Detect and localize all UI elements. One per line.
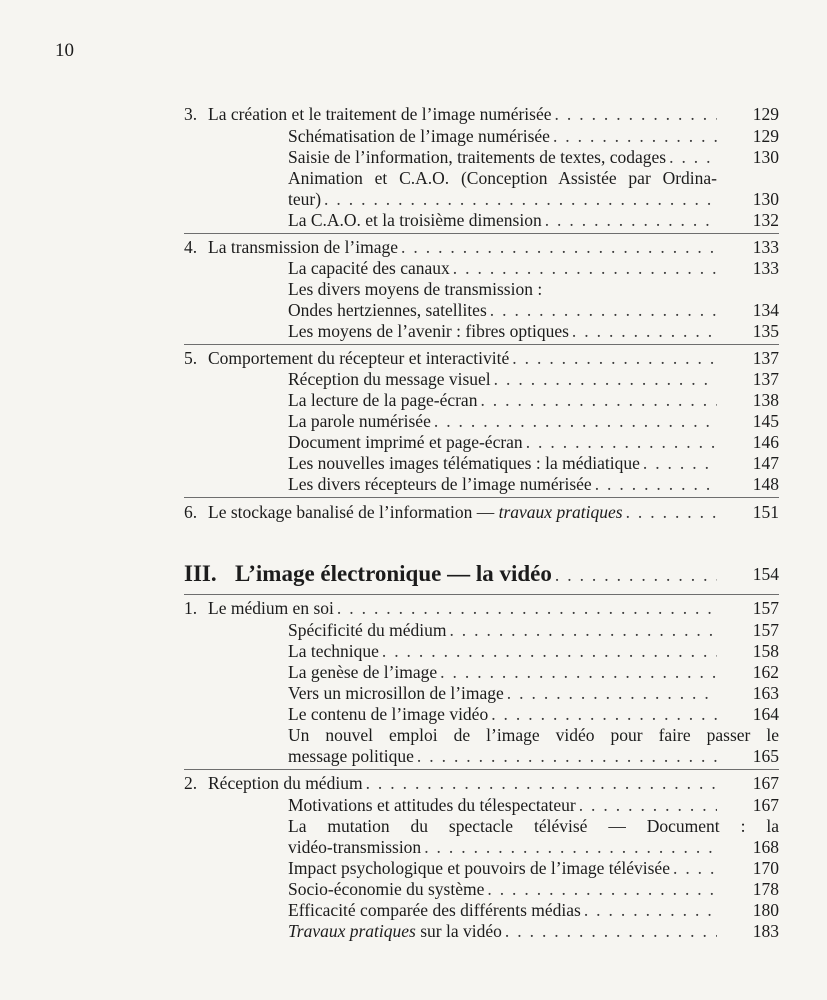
page-ref: 178: [752, 879, 779, 899]
toc-entry: [0, 745, 827, 767]
entry-title: Motivations et attitudes du télespectateur: [288, 795, 576, 815]
page-ref: 158: [752, 641, 779, 661]
toc-entry: [0, 278, 827, 300]
page-ref: 154: [752, 564, 779, 584]
page-ref: 157: [752, 620, 779, 640]
dot-leader: [512, 347, 717, 369]
entry-title: La capacité des canaux: [288, 258, 450, 278]
toc-entry: [0, 661, 827, 683]
entry-title: Document imprimé et page-écran: [288, 432, 523, 452]
toc-entry: [0, 299, 827, 321]
page-ref: 130: [752, 147, 779, 167]
entry-title: Ondes hertziennes, satellites: [288, 300, 487, 320]
entry-title: Réception du message visuel: [288, 369, 491, 389]
section-title-text: Le stockage banalisé de l’information —: [208, 502, 499, 522]
dot-leader: [595, 473, 717, 495]
section-title: La création et le traitement de l’image numérisée: [208, 104, 552, 124]
dot-leader: [337, 597, 717, 619]
page-ref: 145: [752, 411, 779, 431]
page-ref: 148: [752, 474, 779, 494]
page-ref: 163: [752, 683, 779, 703]
dot-leader: [553, 125, 717, 147]
toc-entry: [0, 920, 827, 942]
section-number: 5.: [184, 348, 198, 368]
section-divider: [184, 497, 779, 498]
entry-title: La technique: [288, 641, 379, 661]
entry-title: Impact psychologique et pouvoirs de l’image télévisée: [288, 858, 670, 878]
dot-leader: [673, 857, 717, 879]
dot-leader: [626, 501, 717, 523]
dot-leader: [382, 640, 717, 662]
section-divider: [184, 344, 779, 345]
toc-entry: [0, 320, 827, 342]
page-ref: 167: [752, 795, 779, 815]
toc-entry: [0, 857, 827, 879]
page-ref: 151: [752, 502, 779, 522]
entry-title-text: sur la vidéo: [415, 921, 502, 941]
dot-leader: [505, 920, 717, 942]
dot-leader: [324, 188, 717, 210]
entry-title: teur): [288, 189, 322, 209]
section-number: 4.: [184, 237, 198, 257]
page-ref: 132: [752, 210, 779, 230]
dot-leader: [526, 431, 717, 453]
dot-leader: [434, 410, 717, 432]
dot-leader: [669, 146, 717, 168]
section-divider: [184, 233, 779, 234]
entry-title: vidéo-transmission: [288, 837, 422, 857]
page-number: 10: [55, 40, 74, 61]
section-number: 2.: [184, 773, 198, 793]
toc-entry: [0, 167, 827, 189]
toc-entry: [0, 703, 827, 725]
entry-title: La C.A.O. et la troisième dimension: [288, 210, 542, 230]
entry-title: La mutation du spectacle télévisé — Document : la: [288, 816, 779, 836]
dot-leader: [507, 682, 717, 704]
toc-entry: [0, 209, 827, 231]
dot-leader: [487, 878, 717, 900]
page-ref: 135: [752, 321, 779, 341]
dot-leader: [424, 836, 717, 858]
entry-title: Les nouvelles images télématiques : la médiatique: [288, 453, 640, 473]
toc-entry: [0, 146, 827, 168]
dot-leader: [366, 772, 717, 794]
page-ref: 133: [752, 237, 779, 257]
page-ref: 129: [752, 104, 779, 124]
page-ref: 165: [752, 746, 779, 766]
entry-title: La lecture de la page-écran: [288, 390, 478, 410]
section-number: 1.: [184, 598, 198, 618]
dot-leader: [643, 452, 717, 474]
toc-entry: [0, 815, 827, 837]
toc-section-6: [0, 501, 827, 523]
toc-entry: [0, 640, 827, 662]
toc-entry: [0, 473, 827, 495]
toc-entry: [0, 878, 827, 900]
dot-leader: [555, 560, 717, 589]
page-ref: 129: [752, 126, 779, 146]
toc-section-1: [0, 597, 827, 619]
entry-title: Les divers moyens de transmission :: [288, 279, 543, 299]
section-title: Le médium en soi: [208, 598, 334, 618]
page-ref: 146: [752, 432, 779, 452]
toc-section-4: [0, 236, 827, 258]
toc-entry: [0, 724, 827, 746]
toc-section-2: [0, 772, 827, 794]
dot-leader: [453, 257, 717, 279]
page-ref: 157: [752, 598, 779, 618]
section-number: 3.: [184, 104, 198, 124]
dot-leader: [584, 899, 717, 921]
entry-title: Spécificité du médium: [288, 620, 447, 640]
page-ref: 147: [752, 453, 779, 473]
toc-entry: [0, 257, 827, 279]
toc-entry: [0, 899, 827, 921]
page-ref: 137: [752, 369, 779, 389]
dot-leader: [545, 209, 717, 231]
entry-title-italic: Travaux pratiques: [288, 921, 416, 941]
dot-leader: [579, 794, 717, 816]
entry-title: Schématisation de l’image numérisée: [288, 126, 550, 146]
section-divider: [184, 769, 779, 770]
page-ref: 183: [752, 921, 779, 941]
toc-entry: [0, 125, 827, 147]
dot-leader: [572, 320, 717, 342]
entry-title: Un nouvel emploi de l’image vidéo pour faire passer le: [288, 725, 779, 745]
entry-title: [288, 920, 502, 942]
section-title-italic: travaux pratiques: [498, 502, 623, 522]
entry-title: Saisie de l’information, traitements de textes, codages: [288, 147, 667, 167]
section-title: La transmission de l’image: [208, 237, 399, 257]
toc-entry: [0, 368, 827, 390]
section-title: [208, 501, 623, 523]
toc-section-5: [0, 347, 827, 369]
toc-entry: [0, 431, 827, 453]
toc-entry: [0, 389, 827, 411]
chapter-title: L’image électronique — la vidéo: [235, 561, 552, 586]
dot-leader: [417, 745, 717, 767]
dot-leader: [480, 389, 717, 411]
page-ref: 164: [752, 704, 779, 724]
toc-entry: [0, 452, 827, 474]
section-title: Comportement du récepteur et interactivité: [208, 348, 510, 368]
toc-chapter-3: [0, 559, 827, 589]
page-ref: 134: [752, 300, 779, 320]
entry-title: La parole numérisée: [288, 411, 431, 431]
toc-entry: [0, 794, 827, 816]
entry-title: Les divers récepteurs de l’image numérisée: [288, 474, 592, 494]
page-ref: 162: [752, 662, 779, 682]
dot-leader: [490, 299, 717, 321]
page-ref: 138: [752, 390, 779, 410]
page-ref: 133: [752, 258, 779, 278]
section-title: Réception du médium: [208, 773, 363, 793]
entry-title: Socio-économie du système: [288, 879, 485, 899]
dot-leader: [449, 619, 717, 641]
section-number: 6.: [184, 502, 198, 522]
toc-section-3: [0, 103, 827, 125]
dot-leader: [494, 368, 717, 390]
dot-leader: [555, 103, 717, 125]
entry-title: Animation et C.A.O. (Conception Assistée par Ordina-: [288, 168, 717, 188]
page-ref: 137: [752, 348, 779, 368]
toc-entry: [0, 188, 827, 210]
entry-title: Efficacité comparée des différents médias: [288, 900, 581, 920]
entry-title: Les moyens de l’avenir : fibres optiques: [288, 321, 569, 341]
toc-entry: [0, 836, 827, 858]
page-ref: 180: [752, 900, 779, 920]
toc-entry: [0, 619, 827, 641]
entry-title: Le contenu de l’image vidéo: [288, 704, 489, 724]
toc-entry: [0, 410, 827, 432]
page-ref: 168: [752, 837, 779, 857]
chapter-number: III.: [184, 561, 217, 586]
page-ref: 167: [752, 773, 779, 793]
page-ref: 170: [752, 858, 779, 878]
toc-entry: [0, 682, 827, 704]
dot-leader: [401, 236, 717, 258]
dot-leader: [491, 703, 717, 725]
entry-title: Vers un microsillon de l’image: [288, 683, 504, 703]
entry-title: La genèse de l’image: [288, 662, 438, 682]
dot-leader: [440, 661, 717, 683]
section-divider: [184, 594, 779, 595]
page-ref: 130: [752, 189, 779, 209]
entry-title: message politique: [288, 746, 414, 766]
